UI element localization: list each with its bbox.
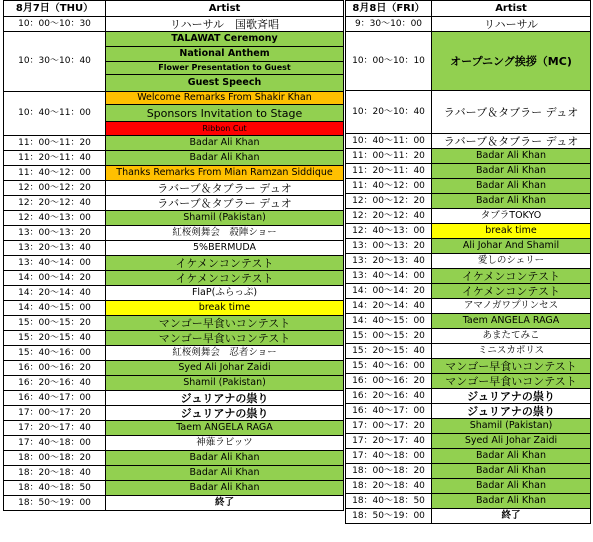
performer-cell: リハーサル 国歌斉唱: [106, 17, 344, 32]
performer-cell: ラバーブ＆タブラー デュオ: [106, 196, 344, 211]
schedule-row: [346, 359, 591, 374]
schedule-row: [4, 151, 344, 166]
time-slot: 15：00〜15：20: [4, 316, 106, 331]
performer-cell: ミニスカポリス: [432, 344, 591, 359]
performer-cell: Badar Ali Khan: [432, 194, 591, 209]
day2-schedule-body: [346, 1, 591, 524]
program-group-cell: [106, 92, 344, 136]
time-slot: 15：40〜16：00: [4, 346, 106, 361]
time-slot: 11：20〜11：40: [4, 151, 106, 166]
performer-cell: ラバーブ＆タブラー デュオ: [432, 91, 591, 134]
schedule-row: [4, 301, 344, 316]
performer-cell: Shamil (Pakistan): [106, 211, 344, 226]
schedule-row: [4, 391, 344, 406]
schedule-row: [4, 256, 344, 271]
program-item: Ribbon Cut: [106, 122, 343, 135]
time-slot: 12：00〜12：20: [346, 194, 432, 209]
performer-cell: Badar Ali Khan: [432, 164, 591, 179]
time-slot: 17：20〜17：40: [346, 434, 432, 449]
performer-cell: マンゴー早食いコンテスト: [432, 359, 591, 374]
program-item: Guest Speech: [106, 75, 343, 91]
time-slot: 18：50〜19：00: [4, 496, 106, 511]
time-slot: 16：40〜17：00: [346, 404, 432, 419]
schedule-row: [346, 374, 591, 389]
schedule-row: [346, 434, 591, 449]
performer-cell: 終了: [432, 509, 591, 524]
schedule-row: [346, 194, 591, 209]
performer-cell: Syed Ali Johar Zaidi: [432, 434, 591, 449]
schedule-row: [346, 329, 591, 344]
performer-cell: 愛しのシェリー: [432, 254, 591, 269]
schedule-row: [4, 92, 344, 136]
schedule-row: [346, 17, 591, 32]
time-slot: 13：00〜13：20: [346, 239, 432, 254]
performer-cell: Badar Ali Khan: [106, 151, 344, 166]
time-slot: 16：20〜16：40: [346, 389, 432, 404]
schedule-row: [346, 509, 591, 524]
time-slot: 17：40〜18：00: [346, 449, 432, 464]
schedule-row: [4, 211, 344, 226]
day1-artist-header: Artist: [106, 1, 344, 17]
performer-cell: Badar Ali Khan: [432, 149, 591, 164]
schedule-row: [346, 269, 591, 284]
performer-cell: 神薙ラビッツ: [106, 436, 344, 451]
time-slot: 16：00〜16：20: [346, 374, 432, 389]
schedule-row: [4, 316, 344, 331]
performer-cell: Badar Ali Khan: [432, 494, 591, 509]
schedule-row: [346, 389, 591, 404]
time-slot: 12：40〜13：00: [346, 224, 432, 239]
time-slot: 13：20〜13：40: [346, 254, 432, 269]
program-item: National Anthem: [106, 47, 343, 62]
day2-artist-header: Artist: [432, 1, 591, 17]
performer-cell: あまたてみこ: [432, 329, 591, 344]
performer-cell: マンゴー早食いコンテスト: [106, 316, 344, 331]
performer-cell: ジュリアナの祟り: [106, 391, 344, 406]
time-slot: 17：00〜17：20: [4, 406, 106, 421]
time-slot: 15：00〜15：20: [346, 329, 432, 344]
time-slot: 14：20〜14：40: [346, 299, 432, 314]
time-slot: 11：40〜12：00: [4, 166, 106, 181]
time-slot: 18：20〜18：40: [4, 466, 106, 481]
schedule-row: [346, 239, 591, 254]
schedule-row: [346, 254, 591, 269]
time-slot: 14：40〜15：00: [346, 314, 432, 329]
time-slot: 12：20〜12：40: [4, 196, 106, 211]
schedule-row: [346, 179, 591, 194]
schedule-row: [346, 284, 591, 299]
day1-date-header: 8月7日（THU）: [4, 1, 106, 17]
time-slot: 11：00〜11：20: [346, 149, 432, 164]
performer-cell: Shamil (Pakistan): [106, 376, 344, 391]
time-slot: 15：40〜16：00: [346, 359, 432, 374]
schedule-row: [346, 449, 591, 464]
schedule-row: [346, 404, 591, 419]
performer-cell: ラバーブ＆タブラー デュオ: [432, 134, 591, 149]
time-slot: 11：20〜11：40: [346, 164, 432, 179]
schedule-row: [4, 226, 344, 241]
time-slot: 10：30〜10：40: [4, 32, 106, 92]
day2-header-row: [346, 1, 591, 17]
schedule-row: [4, 481, 344, 496]
performer-cell: break time: [106, 301, 344, 316]
schedule-row: [346, 209, 591, 224]
time-slot: 13：40〜14：00: [4, 256, 106, 271]
program-item: Welcome Remarks From Shakir Khan: [106, 92, 343, 105]
performer-cell: 5%BERMUDA: [106, 241, 344, 256]
time-slot: 16：20〜16：40: [4, 376, 106, 391]
time-slot: 12：40〜13：00: [4, 211, 106, 226]
schedule-row: [346, 344, 591, 359]
schedule-row: [4, 271, 344, 286]
time-slot: 17：40〜18：00: [4, 436, 106, 451]
program-item: Sponsors Invitation to Stage: [106, 105, 343, 122]
schedule-row: [4, 376, 344, 391]
performer-cell: マンゴー早食いコンテスト: [106, 331, 344, 346]
performer-cell: Taem ANGELA RAGA: [106, 421, 344, 436]
time-slot: 13：40〜14：00: [346, 269, 432, 284]
schedule-row: [346, 134, 591, 149]
schedule-row: [346, 314, 591, 329]
time-slot: 16：40〜17：00: [4, 391, 106, 406]
schedule-row: [4, 181, 344, 196]
schedule-row: [4, 466, 344, 481]
program-item: Flower Presentation to Guest: [106, 62, 343, 75]
schedule-row: [346, 464, 591, 479]
time-slot: 13：00〜13：20: [4, 226, 106, 241]
time-slot: 11：40〜12：00: [346, 179, 432, 194]
schedule-row: [4, 451, 344, 466]
performer-cell: アマノガワプリンセス: [432, 299, 591, 314]
performer-cell: Badar Ali Khan: [432, 449, 591, 464]
time-slot: 15：20〜15：40: [346, 344, 432, 359]
time-slot: 15：20〜15：40: [4, 331, 106, 346]
time-slot: 10：00〜10：30: [4, 17, 106, 32]
time-slot: 18：00〜18：20: [346, 464, 432, 479]
time-slot: 18：50〜19：00: [346, 509, 432, 524]
performer-cell: Badar Ali Khan: [106, 136, 344, 151]
schedule-row: [346, 32, 591, 91]
day1-schedule-body: [4, 1, 344, 511]
time-slot: 14：20〜14：40: [4, 286, 106, 301]
performer-cell: Badar Ali Khan: [432, 464, 591, 479]
time-slot: 18：20〜18：40: [346, 479, 432, 494]
schedule-row: [4, 421, 344, 436]
performer-cell: 終了: [106, 496, 344, 511]
performer-cell: 紅桜剣舞会 殺陣ショー: [106, 226, 344, 241]
schedule-row: [346, 479, 591, 494]
performer-cell: オープニング挨拶（MC): [432, 32, 591, 91]
time-slot: 18：40〜18：50: [4, 481, 106, 496]
performer-cell: Badar Ali Khan: [432, 479, 591, 494]
schedule-row: [346, 494, 591, 509]
performer-cell: Badar Ali Khan: [432, 179, 591, 194]
performer-cell: ジュリアナの祟り: [432, 389, 591, 404]
schedule-row: [4, 286, 344, 301]
performer-cell: イケメンコンテスト: [106, 256, 344, 271]
performer-cell: FlaP(ふらっぷ): [106, 286, 344, 301]
schedule-row: [4, 436, 344, 451]
performer-cell: イケメンコンテスト: [106, 271, 344, 286]
time-slot: 10：20〜10：40: [346, 91, 432, 134]
schedule-row: [4, 17, 344, 32]
time-slot: 11：00〜11：20: [4, 136, 106, 151]
performer-cell: Taem ANGELA RAGA: [432, 314, 591, 329]
schedule-row: [4, 241, 344, 256]
performer-cell: イケメンコンテスト: [432, 269, 591, 284]
schedule-row: [4, 406, 344, 421]
performer-cell: マンゴー早食いコンテスト: [432, 374, 591, 389]
schedule-row: [346, 149, 591, 164]
performer-cell: Syed Ali Johar Zaidi: [106, 361, 344, 376]
performer-cell: 紅桜剣舞会 忍者ショー: [106, 346, 344, 361]
performer-cell: Badar Ali Khan: [106, 481, 344, 496]
schedule-row: [4, 496, 344, 511]
performer-cell: タブラTOKYO: [432, 209, 591, 224]
time-slot: 12：20〜12：40: [346, 209, 432, 224]
time-slot: 14：40〜15：00: [4, 301, 106, 316]
day2-schedule-table: [345, 0, 591, 524]
time-slot: 13：20〜13：40: [4, 241, 106, 256]
time-slot: 10：00〜10：10: [346, 32, 432, 91]
time-slot: 16：00〜16：20: [4, 361, 106, 376]
schedule-row: [4, 32, 344, 92]
time-slot: 12：00〜12：20: [4, 181, 106, 196]
performer-cell: Badar Ali Khan: [106, 451, 344, 466]
performer-cell: ジュリアナの祟り: [106, 406, 344, 421]
time-slot: 17：00〜17：20: [346, 419, 432, 434]
performer-cell: Shamil (Pakistan): [432, 419, 591, 434]
time-slot: 17：20〜17：40: [4, 421, 106, 436]
day1-schedule-table: [3, 0, 344, 511]
performer-cell: リハーサル: [432, 17, 591, 32]
performer-cell: Thanks Remarks From Mian Ramzan Siddique: [106, 166, 344, 181]
schedule-row: [4, 166, 344, 181]
schedule-row: [4, 196, 344, 211]
performer-cell: イケメンコンテスト: [432, 284, 591, 299]
day2-date-header: 8月8日（FRI）: [346, 1, 432, 17]
program-item: TALAWAT Ceremony: [106, 32, 343, 47]
performer-cell: Ali Johar And Shamil: [432, 239, 591, 254]
schedule-row: [346, 164, 591, 179]
performer-cell: ラバーブ＆タブラー デュオ: [106, 181, 344, 196]
time-slot: 10：40〜11：00: [4, 92, 106, 136]
performer-cell: ジュリアナの祟り: [432, 404, 591, 419]
performer-cell: Badar Ali Khan: [106, 466, 344, 481]
schedule-row: [346, 419, 591, 434]
time-slot: 18：00〜18：20: [4, 451, 106, 466]
schedule-row: [346, 299, 591, 314]
schedule-row: [346, 224, 591, 239]
schedule-row: [4, 136, 344, 151]
time-slot: 10：40〜11：00: [346, 134, 432, 149]
schedule-row: [346, 91, 591, 134]
program-group-cell: [106, 32, 344, 92]
schedule-row: [4, 331, 344, 346]
schedule-row: [4, 361, 344, 376]
time-slot: 18：40〜18：50: [346, 494, 432, 509]
performer-cell: break time: [432, 224, 591, 239]
time-slot: 9：30〜10：00: [346, 17, 432, 32]
schedule-row: [4, 346, 344, 361]
time-slot: 14：00〜14：20: [346, 284, 432, 299]
day1-header-row: [4, 1, 344, 17]
time-slot: 14：00〜14：20: [4, 271, 106, 286]
